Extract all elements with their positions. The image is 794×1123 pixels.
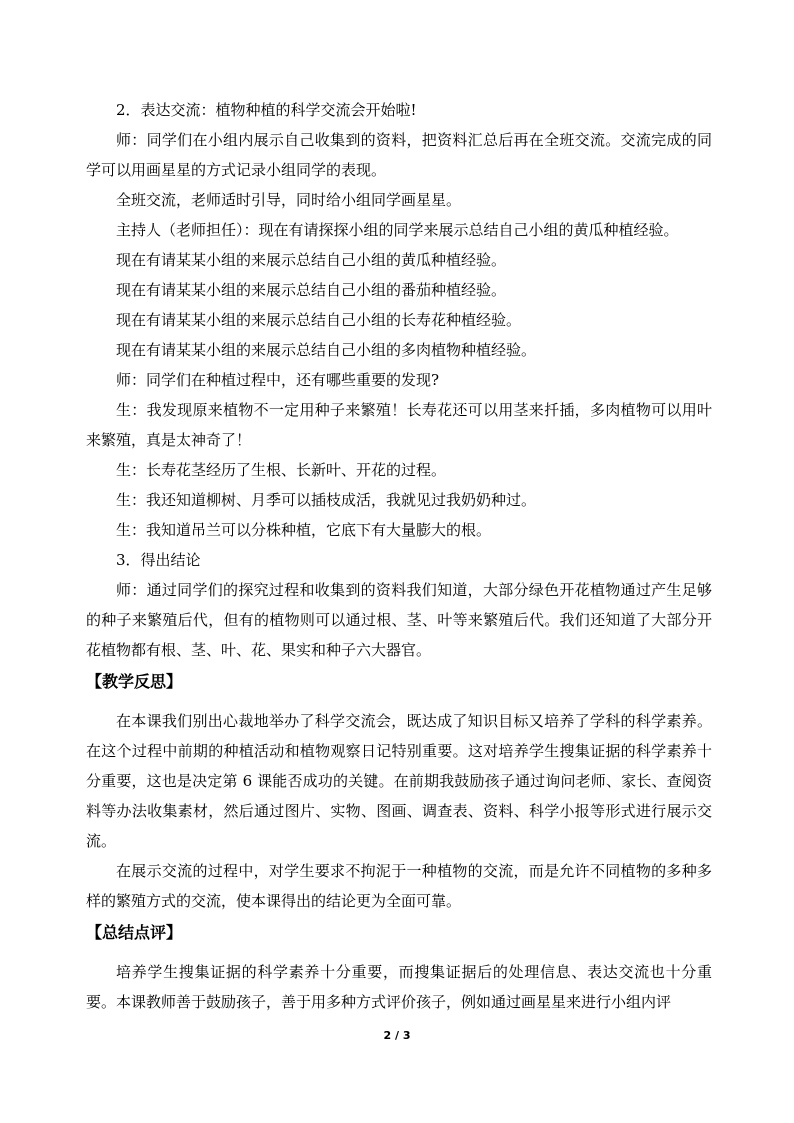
paragraph: 现在有请某某小组的来展示总结自己小组的多肉植物种植经验。	[116, 341, 537, 359]
document-body	[86, 95, 712, 1017]
paragraph-conclusion: 师：通过同学们的探究过程和收集到的资料我们知道，大部分绿色开花植物通过产生足够的种子来繁殖后代，但有的植物则可以通过根、茎、叶等来繁殖后代。我们还知道了大部分开花植物都有根、茎、叶、花、果实和种子六大器官。	[86, 581, 712, 659]
heading-teaching-reflection: 【教学反思】	[86, 672, 183, 691]
paragraph: 现在有请某某小组的来展示总结自己小组的长寿花种植经验。	[116, 311, 522, 329]
page-number: 2 / 3	[383, 1029, 411, 1042]
paragraph: 全班交流，老师适时引导，同时给小组同学画星星。	[116, 191, 462, 209]
paragraph: 现在有请某某小组的来展示总结自己小组的黄瓜种植经验。	[116, 251, 507, 269]
paragraph-reflection: 在本课我们别出心裁地举办了科学交流会，既达成了知识目标又培养了学科的科学素养。在这个过程中前期的种植活动和植物观察日记特别重要。这对培养学生搜集证据的科学素养十分重要，这也是决定第 6 课能否成功的关键。在前期我鼓励孩子通过询问老师、家长、查阅资料等办法收集素材，然后通过图片、实物、图画、调查表、资料、科学小报等形式进行展示交流。	[86, 712, 712, 850]
paragraph: 现在有请某某小组的来展示总结自己小组的番茄种植经验。	[116, 281, 507, 299]
paragraph: 生：我知道吊兰可以分株种植，它底下有大量膨大的根。	[116, 521, 492, 539]
paragraph: 师：同学们在种植过程中，还有哪些重要的发现?	[116, 371, 440, 389]
paragraph-section-2-title: 2．表达交流：植物种植的科学交流会开始啦!	[116, 101, 417, 119]
paragraph-section-3-title: 3．得出结论	[116, 551, 201, 569]
paragraph: 生：我发现原来植物不一定用种子来繁殖！长寿花还可以用茎来扦插，多肉植物可以用叶来繁殖，真是太神奇了！	[86, 401, 712, 449]
paragraph: 主持人（老师担任）：现在有请探探小组的同学来展示总结自己小组的黄瓜种植经验。	[116, 221, 679, 239]
paragraph-reflection: 在展示交流的过程中，对学生要求不拘泥于一种植物的交流，而是允许不同植物的多种多样的繁殖方式的交流，使本课得出的结论更为全面可靠。	[86, 862, 712, 910]
paragraph: 师：同学们在小组内展示自己收集到的资料，把资料汇总后再在全班交流。交流完成的同学可以用画星星的方式记录小组同学的表现。	[86, 131, 712, 179]
paragraph-summary: 培养学生搜集证据的科学素养十分重要，而搜集证据后的处理信息、表达交流也十分重要。本课教师善于鼓励孩子，善于用多种方式评价孩子，例如通过画星星来进行小组内评	[86, 963, 712, 1011]
paragraph: 生：我还知道柳树、月季可以插枝成活，我就见过我奶奶种过。	[116, 491, 537, 509]
heading-summary-review: 【总结点评】	[86, 923, 183, 942]
paragraph: 生：长寿花茎经历了生根、长新叶、开花的过程。	[116, 461, 447, 479]
